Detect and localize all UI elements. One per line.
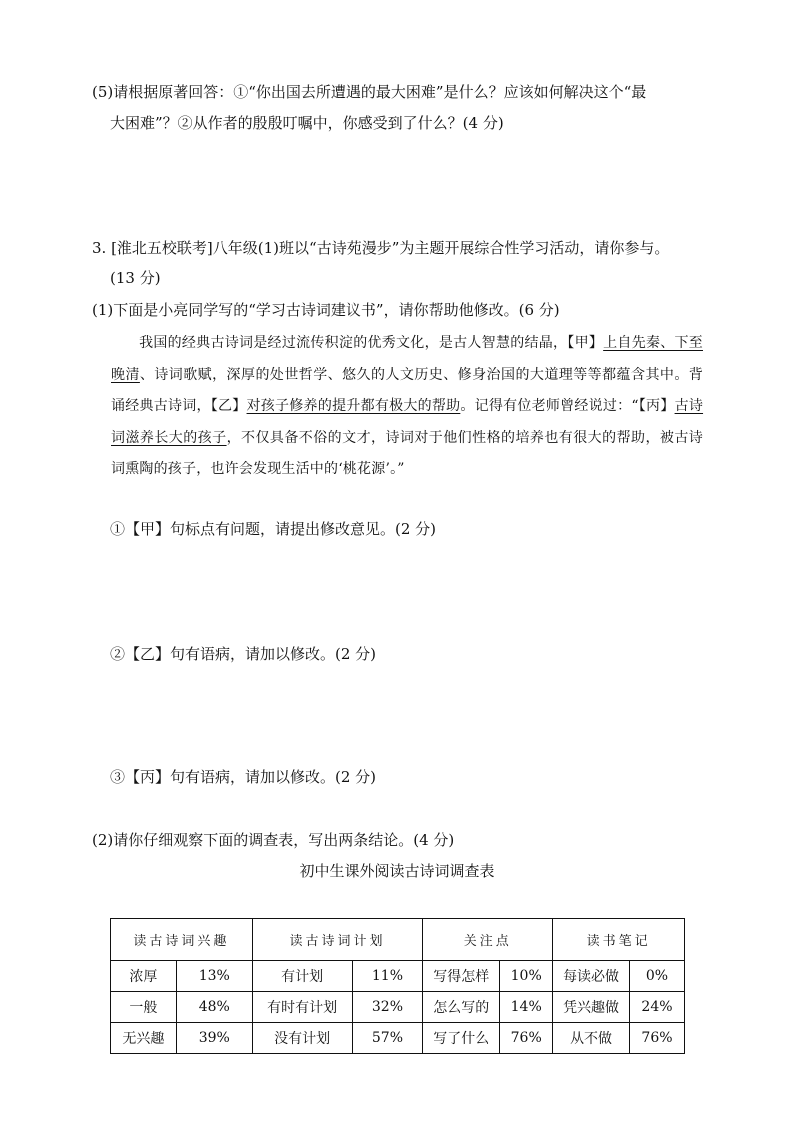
header-interest: 读古诗词兴趣 bbox=[111, 919, 253, 961]
table-cell: 有时有计划 bbox=[252, 992, 352, 1023]
table-row bbox=[111, 1023, 685, 1054]
table-cell: 32% bbox=[352, 992, 423, 1023]
survey-table bbox=[110, 918, 685, 1054]
table-cell: 48% bbox=[176, 992, 252, 1023]
table-cell: 10% bbox=[500, 961, 553, 992]
table-header-row bbox=[111, 919, 685, 961]
q5-line2: 大困难”？②从作者的殷殷叮嘱中，你感受到了什么？(4 分) bbox=[110, 114, 504, 132]
table-cell: 24% bbox=[629, 992, 684, 1023]
table-cell: 11% bbox=[352, 961, 423, 992]
passage-underline-yi: 对孩子修养的提升都有极大的帮助 bbox=[246, 398, 461, 414]
table-cell: 从不做 bbox=[553, 1023, 630, 1054]
table-cell: 13% bbox=[176, 961, 252, 992]
table-cell: 14% bbox=[500, 992, 553, 1023]
table-cell: 一般 bbox=[111, 992, 177, 1023]
table-row bbox=[111, 992, 685, 1023]
header-notes: 读书笔记 bbox=[553, 919, 685, 961]
passage-part-2: 、诗词歌赋，深厚的处世哲学、悠久的人文历史、修身治国的大道理等等都蕴含其中。背诵经典古诗词，【乙】 bbox=[111, 366, 703, 414]
table-cell: 每读必做 bbox=[553, 961, 630, 992]
sub2-intro: (2)请你仔细观察下面的调查表，写出两条结论。(4 分) bbox=[92, 831, 455, 849]
question-yi: ②【乙】句有语病，请加以修改。(2 分) bbox=[110, 645, 377, 663]
passage-part-3: 。记得有位老师曾经说过：“【丙】 bbox=[460, 398, 675, 414]
table-cell: 57% bbox=[352, 1023, 423, 1054]
table-row bbox=[111, 961, 685, 992]
table-cell: 浓厚 bbox=[111, 961, 177, 992]
question-bing: ③【丙】句有语病，请加以修改。(2 分) bbox=[110, 768, 377, 786]
table-cell: 写了什么 bbox=[423, 1023, 500, 1054]
table-cell: 有计划 bbox=[252, 961, 352, 992]
table-cell: 39% bbox=[176, 1023, 252, 1054]
table-title: 初中生课外阅读古诗词调查表 bbox=[299, 862, 495, 880]
passage-underline-bing: 古诗词滋养长大的孩子 bbox=[111, 398, 704, 446]
question-jia: ①【甲】句标点有问题，请提出修改意见。(2 分) bbox=[110, 520, 437, 538]
sub1-intro: (1)下面是小亮同学写的“学习古诗词建议书”，请你帮助他修改。(6 分) bbox=[92, 301, 560, 319]
table-cell: 写得怎样 bbox=[423, 961, 500, 992]
table-cell: 0% bbox=[629, 961, 684, 992]
q3-line2: (13 分) bbox=[110, 269, 161, 287]
proposal-passage bbox=[111, 328, 703, 486]
passage-part-4: ，不仅具备不俗的文才，诗词对于他们性格的培养也有很大的帮助，被古诗词熏陶的孩子，也许会发现生活中的‘桃花源’。” bbox=[111, 429, 703, 477]
table-cell: 无兴趣 bbox=[111, 1023, 177, 1054]
table-cell: 76% bbox=[500, 1023, 553, 1054]
header-plan: 读古诗词计划 bbox=[252, 919, 423, 961]
table-cell: 怎么写的 bbox=[423, 992, 500, 1023]
table-cell: 没有计划 bbox=[252, 1023, 352, 1054]
table-cell: 76% bbox=[629, 1023, 684, 1054]
q5-line1: (5)请根据原著回答：①“你出国去所遭遇的最大困难”是什么？应该如何解决这个“最 bbox=[92, 83, 647, 101]
table-cell: 凭兴趣做 bbox=[553, 992, 630, 1023]
q3-line1: 3. [淮北五校联考]八年级(1)班以“古诗苑漫步”为主题开展综合性学习活动，请你参与。 bbox=[92, 239, 670, 257]
passage-part-1: 我国的经典古诗词是经过流传积淀的优秀文化，是古人智慧的结晶，【甲】 bbox=[139, 335, 604, 351]
header-focus: 关注点 bbox=[423, 919, 553, 961]
passage-underline-jia: 上自先秦、下至晚清 bbox=[111, 335, 703, 383]
